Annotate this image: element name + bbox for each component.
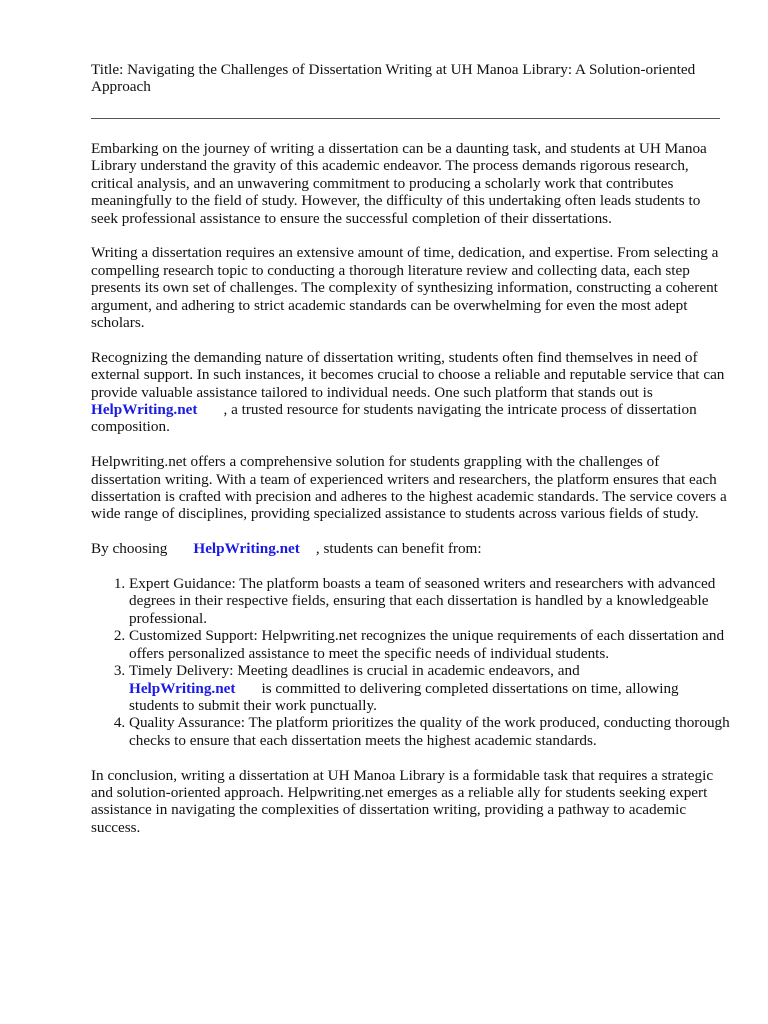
title-divider	[91, 118, 720, 119]
helpwriting-link[interactable]: HelpWriting.net	[91, 401, 198, 419]
paragraph-requirements: Writing a dissertation requires an extensive amount of time, dedication, and expertise. From selecting a compelling research topic to conducting a thorough literature review and collecting data, each step presents its own set of challenges. The complexity of synthesizing information, constructing a coherent argument, and adhering to strict academic standards can be overwhelming for even the most adept scholars.	[91, 244, 719, 332]
list-item	[129, 662, 731, 714]
choosing-text: By choosing	[91, 540, 168, 558]
list-item: 1. Expert Guidance: The platform boasts a team of seasoned writers and researchers with advanced degrees in their respective fields, ensuring that each dissertation is handled by a knowledgeable professional.	[129, 575, 731, 627]
paragraph-conclusion: In conclusion, writing a dissertation at UH Manoa Library is a formidable task that requires a strategic and solution-oriented approach. Helpwriting.net emerges as a reliable ally for students seeking expert assistance in navigating the complexities of dissertation writing, providing a pathway to academic success.	[91, 766, 714, 836]
paragraph-support-tail: , a trusted resource for students navigating the intricate process of dissertation composition.	[91, 401, 697, 436]
paragraph-choosing	[91, 540, 731, 557]
helpwriting-link[interactable]: HelpWriting.net	[129, 679, 236, 697]
paragraph-intro: Embarking on the journey of writing a dissertation can be a daunting task, and students at UH Manoa Library understand the gravity of this academic endeavor. The process demands rigorous research, critical analysis, and an unwavering commitment to producing a scholarly work that contributes meaningfully to the field of study. However, the difficulty of this undertaking often leads students to seek professional assistance to ensure the successful completion of their dissertations.	[91, 140, 707, 227]
list-item: 4. Quality Assurance: The platform prioritizes the quality of the work produced, conducting thorough checks to ensure that each dissertation meets the highest academic standards.	[129, 714, 731, 749]
choosing-tail: , students can benefit from:	[315, 540, 482, 558]
document-title: Title: Navigating the Challenges of Dissertation Writing at UH Manoa Library: A Solution-oriented Approach	[91, 61, 696, 96]
list-item-tail: is committed to delivering completed dissertations on time, allowing students to submit their work punctually.	[129, 679, 679, 714]
paragraph-support	[91, 349, 731, 436]
list-item: 2. Customized Support: Helpwriting.net recognizes the unique requirements of each dissertation and offers personalized assistance to meet the specific needs of individual students.	[129, 627, 731, 662]
benefits-list	[91, 575, 731, 749]
list-item-text: Timely Delivery: Meeting deadlines is crucial in academic endeavors, and	[129, 662, 580, 680]
document-body	[91, 140, 731, 854]
paragraph-offer: Helpwriting.net offers a comprehensive solution for students grappling with the challenges of dissertation writing. With a team of experienced writers and researchers, the platform ensures that each dissertation is crafted with precision and adheres to the highest academic standards. The service covers a wide range of disciplines, providing specialized assistance to students across various fields of study.	[91, 453, 727, 523]
helpwriting-link[interactable]: HelpWriting.net	[193, 540, 300, 558]
paragraph-support-text: Recognizing the demanding nature of dissertation writing, students often find themselves in need of external support. In such instances, it becomes crucial to choose a reliable and reputable service that can provide valuable assistance tailored to individual needs. One such platform that stands out is	[91, 348, 725, 401]
